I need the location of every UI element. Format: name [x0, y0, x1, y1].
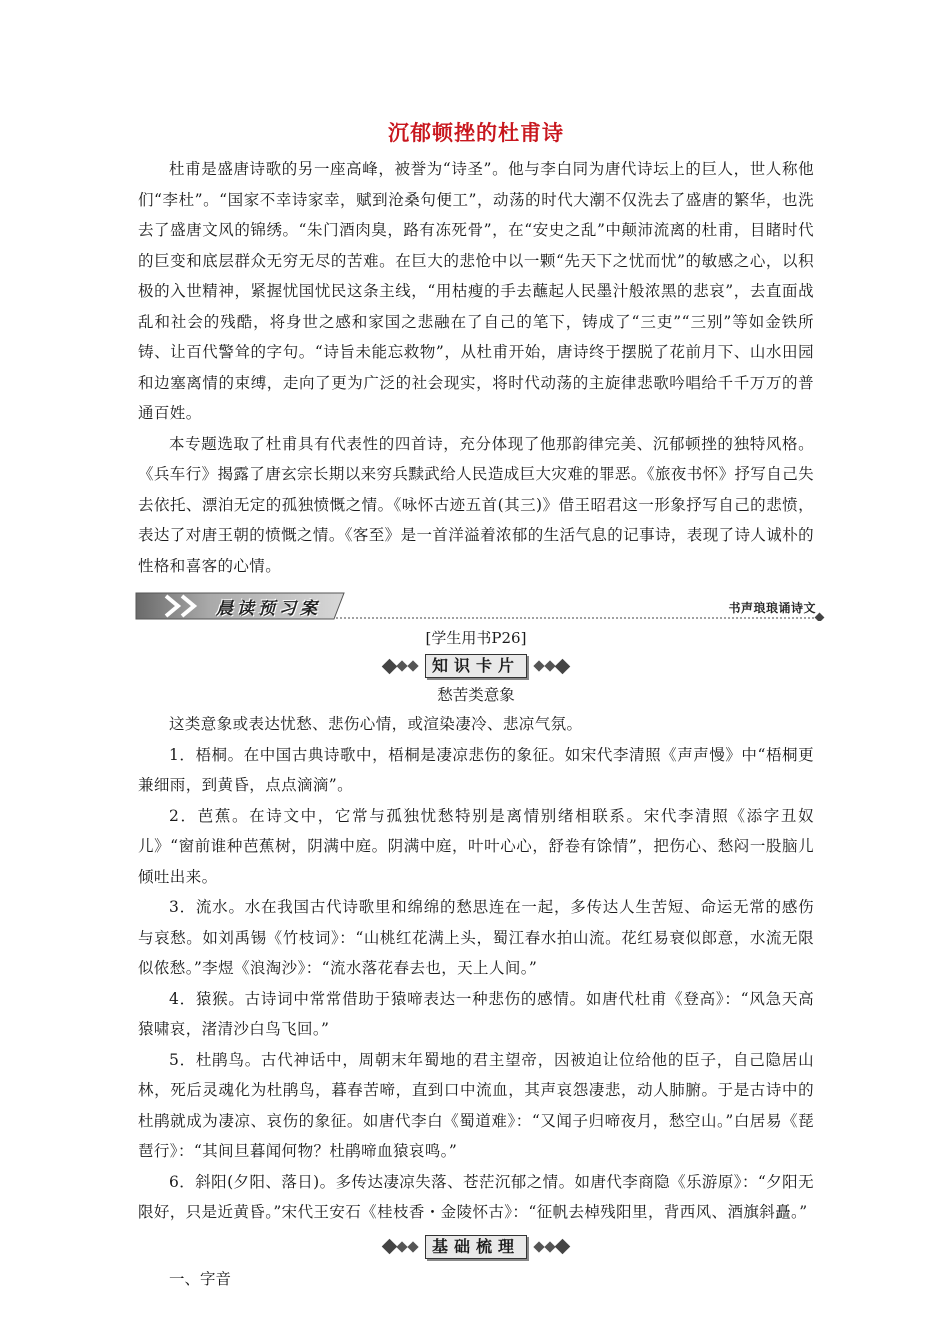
list-item: 1．梧桐。在中国古典诗歌中，梧桐是凄凉悲伤的象征。如宋代李清照《声声慢》中“梧桐更兼细雨，到黄昏，点点滴滴”。 [138, 745, 814, 794]
section-banner [130, 591, 830, 621]
intro-paragraph: 本专题选取了杜甫具有代表性的四首诗，充分体现了他那韵律完美、沉郁顿挫的独特风格。《兵车行》揭露了唐玄宗长期以来穷兵黩武给人民造成巨大灾难的罪恶。《旅夜书怀》抒写自己失去依托、漂泊无定的孤独愤慨之情。《咏怀古迹五首(其三)》借王昭君这一形象抒写自己的悲愤，表达了对唐王朝的愤慨之情。《客至》是一首洋溢着浓郁的生活气息的记事诗，表现了诗人诚朴的性格和喜客的心情。 [138, 434, 814, 575]
document-body [138, 118, 814, 1294]
diamond-ornament-left [384, 661, 417, 672]
section-subtitle: 愁苦类意象 [437, 686, 515, 704]
diamond-ornament-left [384, 1241, 417, 1252]
book-reference: [学生用书P26] [425, 629, 527, 647]
section-header-basics [138, 1232, 814, 1262]
outline-item: 一、字音 [169, 1269, 232, 1288]
list-item: 2．芭蕉。在诗文中，它常与孤独忧愁特别是离情别绪相联系。宋代李清照《添字丑奴儿》“窗前谁种芭蕉树，阴满中庭。阴满中庭，叶叶心心，舒卷有馀情”，把伤心、愁闷一股脑儿倾吐出来。 [138, 806, 814, 886]
section-label: 知识卡片 [425, 654, 527, 678]
intro-paragraph: 杜甫是盛唐诗歌的另一座高峰，被誉为“诗圣”。他与李白同为唐代诗坛上的巨人，世人称他们“李杜”。“国家不幸诗家幸，赋到沧桑句便工”，动荡的时代大潮不仅洗去了盛唐的繁华，也洗去了盛唐文风的锦绣。“朱门酒肉臭，路有冻死骨”，在“安史之乱”中颠沛流离的杜甫，目睹时代的巨变和底层群众无穷无尽的苦难。在巨大的悲怆中以一颗“先天下之忧而忧”的敏感之心，以积极的入世精神，紧握忧国忧民这条主线，“用枯瘦的手去蘸起人民墨汁般浓黑的悲哀”，去直面战乱和社会的残酷，将身世之感和家国之悲融在了自己的笔下，铸成了“三吏”“三别”等如金铁所铸、让百代警耸的字句。“诗旨未能忘救物”，从杜甫开始，唐诗终于摆脱了花前月下、山水田园和边塞离情的束缚，走向了更为广泛的社会现实，将时代动荡的主旋律悲歌吟唱给千千万万的普通百姓。 [138, 160, 814, 422]
list-item: 6．斜阳(夕阳、落日)。多传达凄凉失落、苍茫沉郁之情。如唐代李商隐《乐游原》：“夕阳无限好，只是近黄昏。”宋代王安石《桂枝香・金陵怀古》：“征帆去棹残阳里，背西风、酒旗斜矗。” [138, 1172, 814, 1221]
banner-title: 晨读预习案 [216, 599, 321, 619]
section-header-knowledge [138, 651, 814, 681]
banner-subtitle: 书声琅琅诵诗文 [728, 601, 816, 615]
section-lead: 这类意象或表达忧愁、悲伤心情，或渲染凄冷、悲凉气氛。 [169, 715, 583, 733]
list-item: 4．猿猴。古诗词中常常借助于猿啼表达一种悲伤的感情。如唐代杜甫《登高》：“风急天高猿啸哀，渚清沙白鸟飞回。” [138, 989, 814, 1038]
page-title: 沉郁顿挫的杜甫诗 [388, 120, 564, 145]
diamond-ornament-right [535, 661, 568, 672]
diamond-ornament-right [535, 1241, 568, 1252]
list-item: 5．杜鹃鸟。古代神话中，周朝末年蜀地的君主望帝，因被迫让位给他的臣子，自己隐居山林，死后灵魂化为杜鹃鸟，暮春苦啼，直到口中流血，其声哀怨凄悲，动人肺腑。于是古诗中的杜鹃就成为凄凉、哀伤的象征。如唐代李白《蜀道难》：“又闻子归啼夜月，愁空山。”白居易《琵琶行》：“其间旦暮闻何物？杜鹃啼血猿哀鸣。” [138, 1050, 814, 1160]
list-item: 3．流水。水在我国古代诗歌里和绵绵的愁思连在一起，多传达人生苦短、命运无常的感伤与哀愁。如刘禹锡《竹枝词》：“山桃红花满上头，蜀江春水拍山流。花红易衰似郎意，水流无限似侬愁。”李煜《浪淘沙》：“流水落花春去也，天上人间。” [138, 898, 814, 977]
section-label: 基础梳理 [425, 1235, 527, 1259]
